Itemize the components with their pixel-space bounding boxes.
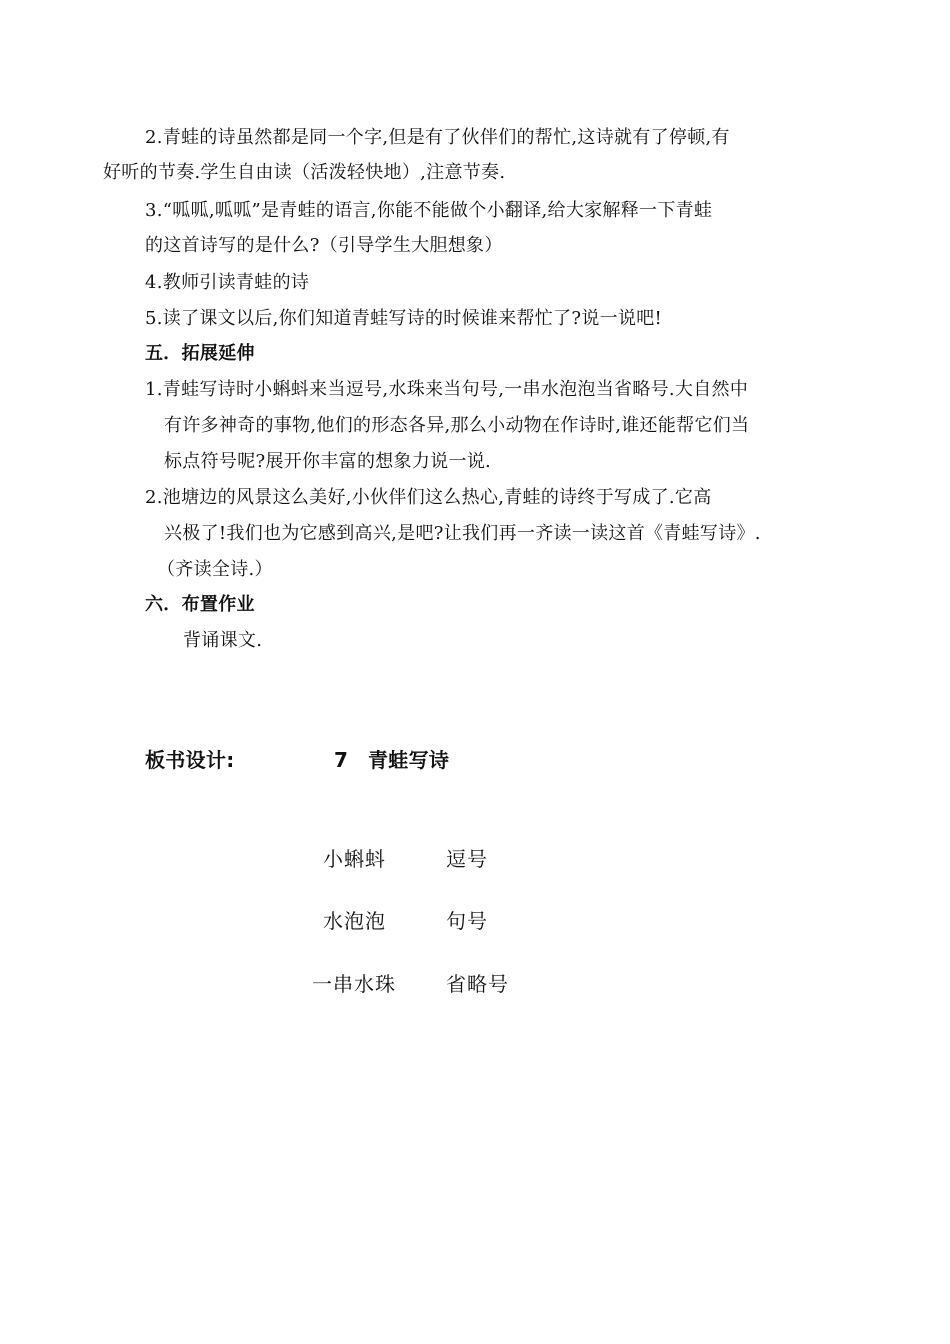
paragraph-5: 5.读了课文以后,你们知道青蛙写诗的时候谁来帮忙了?说一说吧! xyxy=(145,308,663,329)
section-5-item-2-line-1: 2.池塘边的风景这么美好,小伙伴们这么热心,青蛙的诗终于写成了.它高 xyxy=(145,487,712,508)
paragraph-4: 4.教师引读青蛙的诗 xyxy=(145,272,310,293)
paragraph-3-line-2: 的这首诗写的是什么?（引导学生大胆想象） xyxy=(145,235,503,256)
board-row-2-left: 水泡泡 xyxy=(323,909,386,933)
paragraph-2-line-2: 好听的节奏.学生自由读（活泼轻快地）,注意节奏. xyxy=(103,162,506,183)
board-design-label: 板书设计: xyxy=(145,748,235,772)
board-row-1-right: 逗号 xyxy=(446,847,488,871)
board-lesson-number: 7 xyxy=(334,748,349,772)
section-6-content: 背诵课文. xyxy=(183,630,263,651)
section-5-item-1-line-1: 1.青蛙写诗时小蝌蚪来当逗号,水珠来当句号,一串水泡泡当省略号.大自然中 xyxy=(145,379,749,400)
section-5-item-2-line-2: 兴极了!我们也为它感到高兴,是吧?让我们再一齐读一读这首《青蛙写诗》. xyxy=(164,523,761,544)
section-6-title: 六．布置作业 xyxy=(145,594,255,615)
section-5-item-1-line-3: 标点符号呢?展开你丰富的想象力说一说. xyxy=(164,451,492,472)
board-row-3-right: 省略号 xyxy=(446,972,509,996)
board-row-3-left: 一串水珠 xyxy=(312,972,396,996)
board-lesson-title: 青蛙写诗 xyxy=(368,748,450,772)
section-5-item-2-line-3: （齐读全诗.） xyxy=(157,559,273,580)
section-5-item-1-line-2: 有许多神奇的事物,他们的形态各异,那么小动物在作诗时,谁还能帮它们当 xyxy=(164,415,750,436)
paragraph-3-line-1: 3.“呱呱,呱呱”是青蛙的语言,你能不能做个小翻译,给大家解释一下青蛙 xyxy=(145,200,713,221)
board-row-1-left: 小蝌蚪 xyxy=(323,847,386,871)
board-row-2-right: 句号 xyxy=(446,909,488,933)
paragraph-2-line-1: 2.青蛙的诗虽然都是同一个字,但是有了伙伴们的帮忙,这诗就有了停顿,有 xyxy=(145,127,730,148)
section-5-title: 五．拓展延伸 xyxy=(145,343,255,364)
